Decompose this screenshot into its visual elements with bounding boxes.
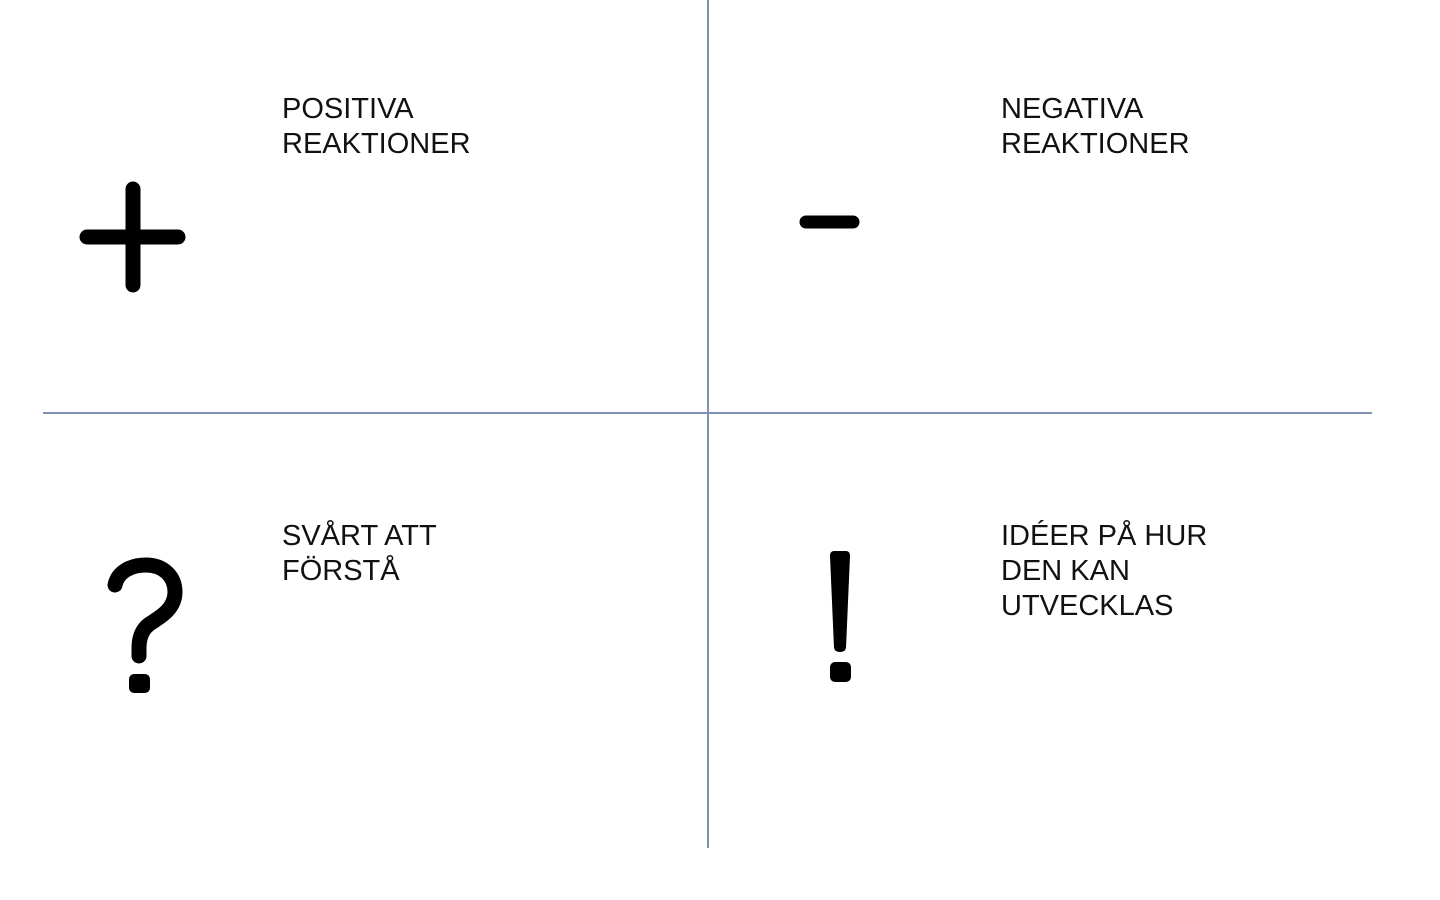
hard-to-understand-label [282,519,437,589]
ideas-label-line-3: UTVECKLAS [1001,590,1174,622]
ideas-label-line-2: DEN KAN [1001,555,1130,587]
ideas-label [1001,519,1207,624]
negative-reactions-label [1001,92,1190,162]
negative-label-line-2: REAKTIONER [1001,128,1190,160]
ideas-label-line-1: IDÉER PÅ HUR [1001,520,1208,552]
plus-icon [87,189,178,285]
positive-label-line-2: REAKTIONER [282,128,471,160]
question-label-line-2: FÖRSTÅ [282,555,400,587]
negative-label-line-1: NEGATIVA [1001,93,1144,125]
question-mark-dot [129,674,150,693]
positive-label-line-1: POSITIVA [282,93,414,125]
exclamation-mark-icon [830,551,851,682]
question-label-line-1: SVÅRT ATT [282,520,437,552]
positive-reactions-label [282,92,471,162]
question-mark-icon [115,565,175,656]
